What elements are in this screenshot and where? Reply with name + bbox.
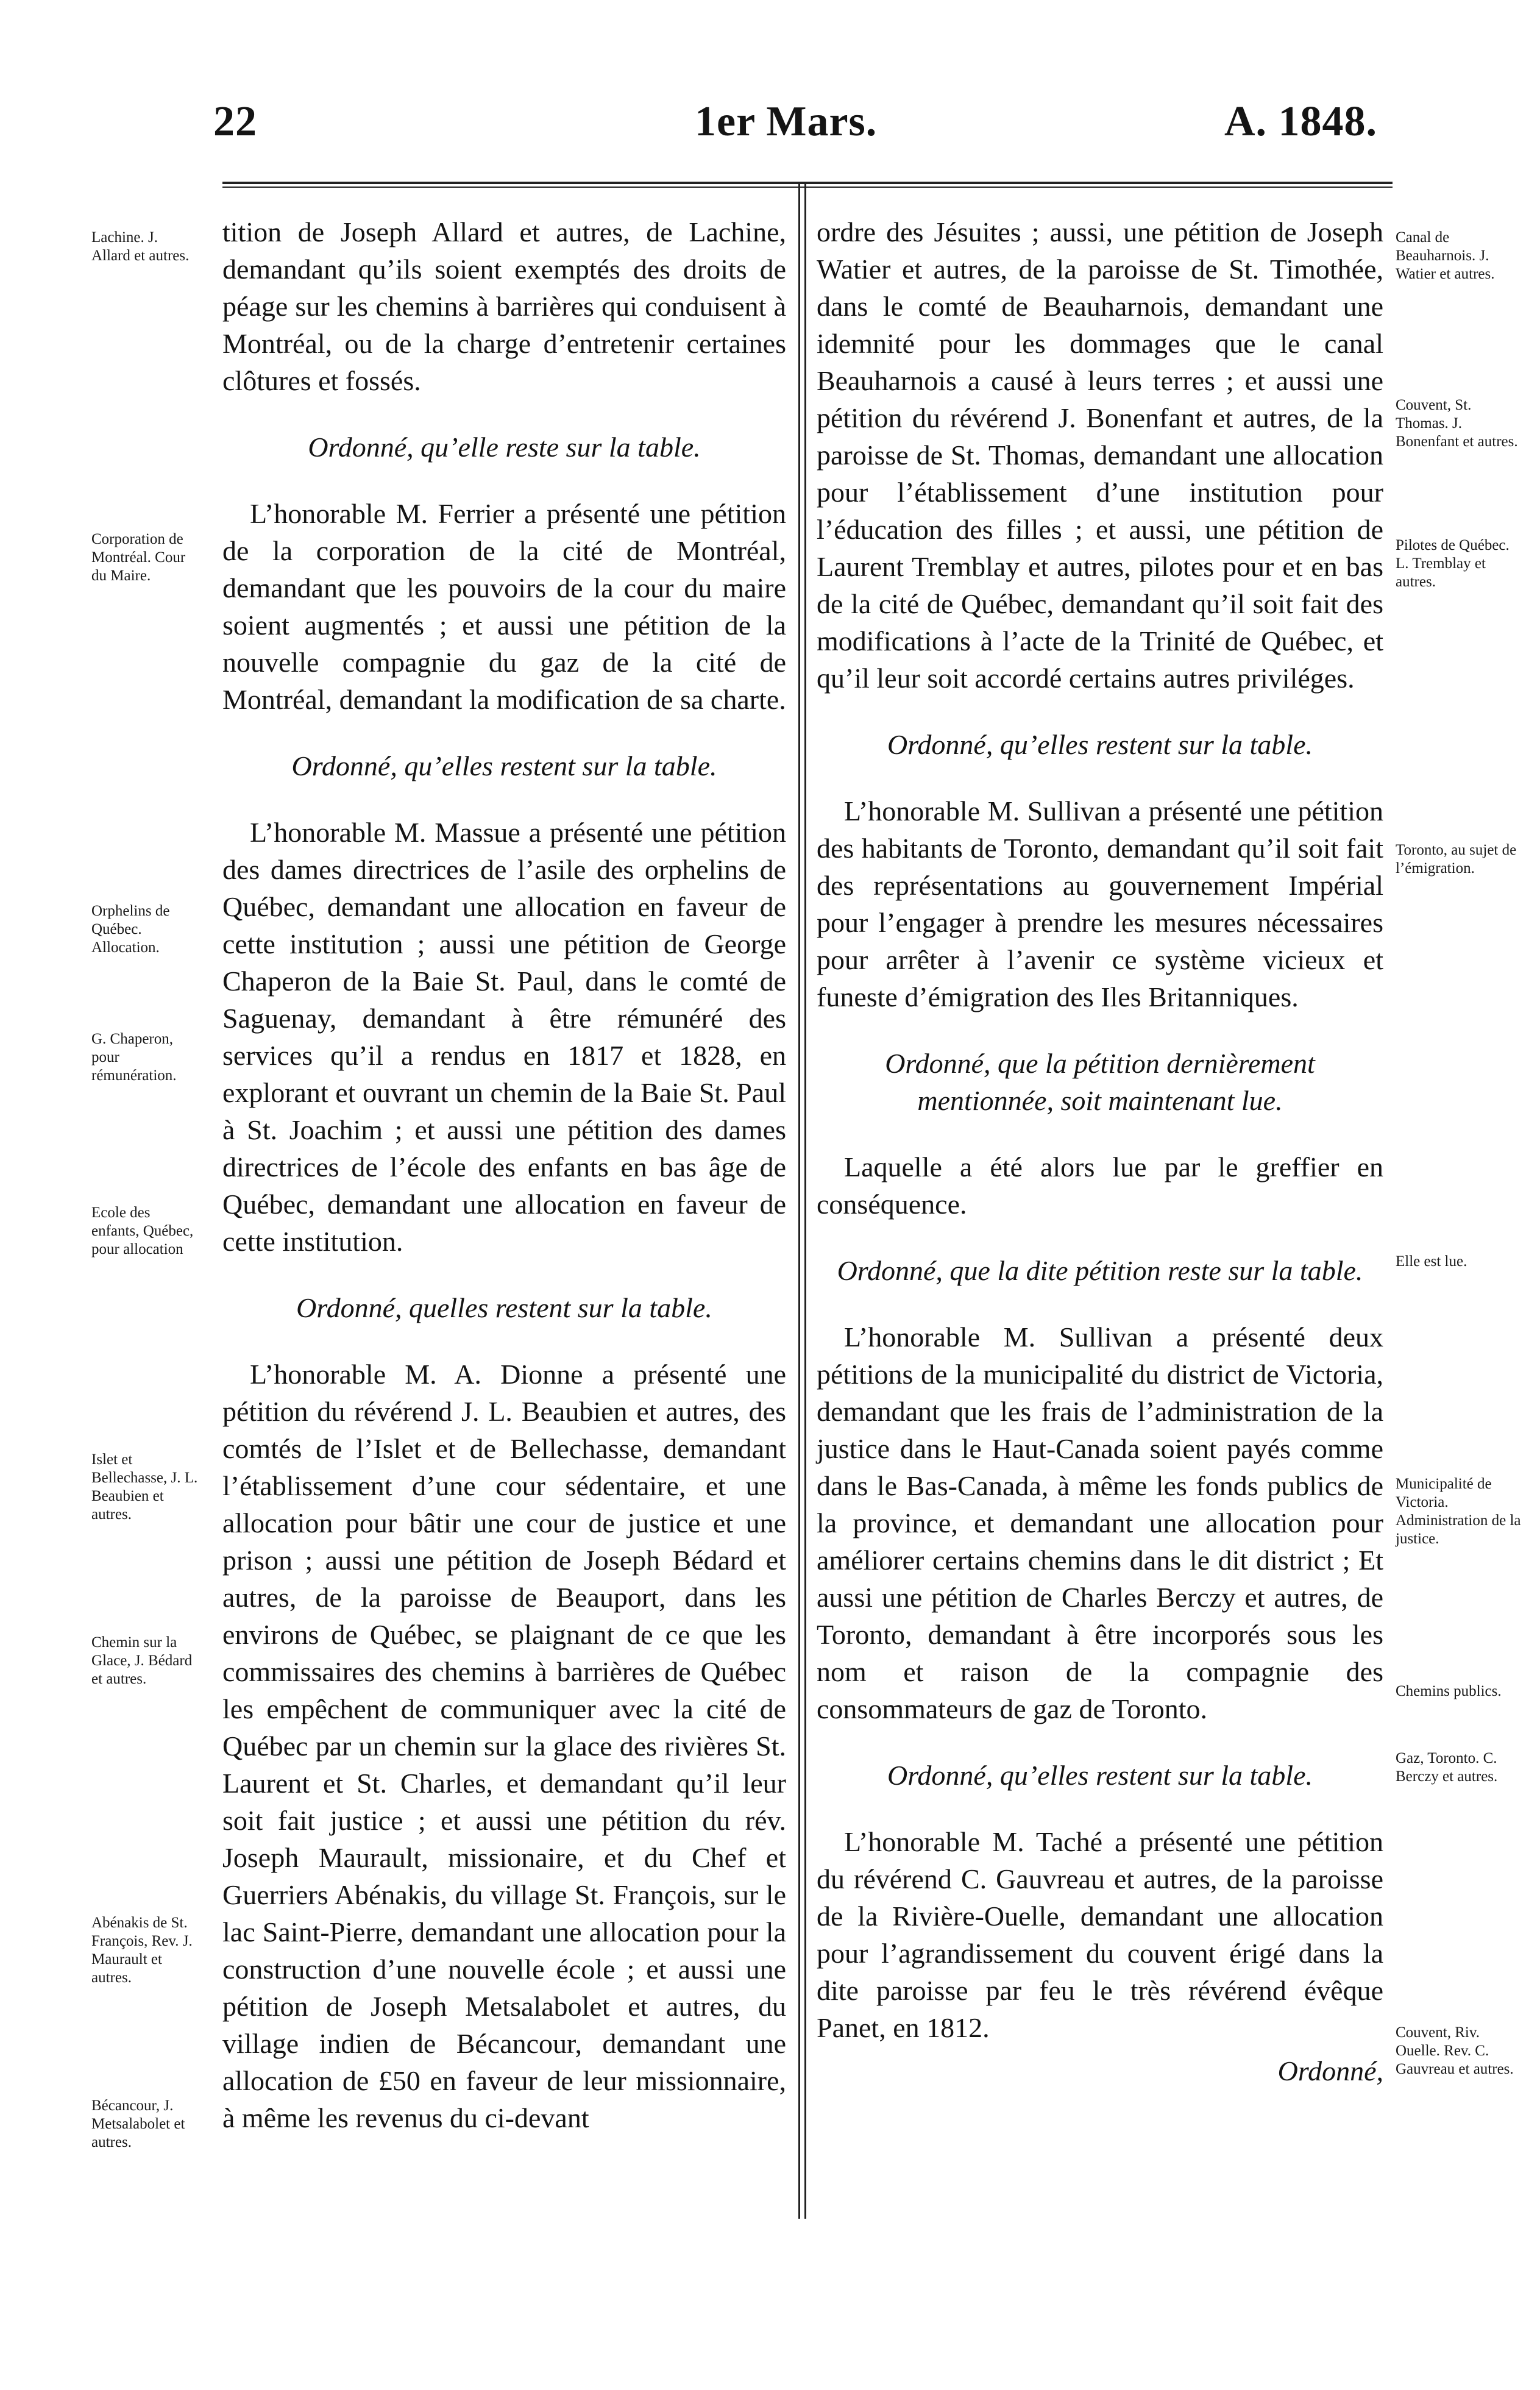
paragraph: tition de Joseph Allard et autres, de Lachine, demandant qu’ils soient exemptés des droits de péage sur les chemins à barrières qui conduisent à Montréal, ou de la charge d’entretenir certaines clôtures et fossés. [222, 216, 786, 396]
paragraph: ordre des Jésuites ; aussi, une pétition de Joseph Watier et autres, de la paroisse de St. Timothée, dans le comté de Beauharnois, demandant une idemnité pour les dommages que le canal Beauharnois a causé à leurs terres ; et aussi une pétition du révérend J. Bonenfant et autres, de la paroisse de St. Thomas, demandant une allocation pour l’établissement d’une institution pour l’éducation des filles ; et aussi, une pétition de Laurent Tremblay et autres, pilotes pour et en bas de la cité de Québec, demandant qu’il soit fait des modifications à l’acte de la Trinité de Québec, et qu’il leur soit accordé certains autres priviléges. [817, 216, 1383, 694]
order-line [817, 1757, 1383, 1794]
order-text: Ordonné, quelles restent sur la table. [296, 1292, 712, 1323]
paragraph: L’honorable M. Sullivan a présenté une pétition des habitants de Toronto, demandant qu’il soit fait des représentations au gouvernement Impérial pour l’engager à prendre les mesures nécessaires pour arrêter à l’avenir ce système vicieux et funeste d’émigration des Iles Britanniques. [817, 795, 1383, 1012]
order-text: Ordonné, qu’elle reste sur la table. [308, 432, 701, 463]
margin-note-right: Toronto, au sujet de l’émigration. [1396, 842, 1517, 877]
margin-note-left: Orphelins de Québec. Allocation. [91, 903, 170, 956]
running-header [213, 98, 1377, 146]
order-line [222, 429, 786, 466]
continuation-text: Ordonné, [1277, 2055, 1383, 2086]
page-date: 1er Mars. [695, 98, 878, 145]
paragraph: Laquelle a été alors lue par le greffier en conséquence. [817, 1151, 1383, 1220]
margin-note-right: Pilotes de Québec. L. Tremblay et autres. [1396, 537, 1510, 590]
margin-note-left: Chemin sur la Glace, J. Bédard et autres. [91, 1634, 193, 1687]
continuation-line [817, 2052, 1383, 2089]
order-text: Ordonné, qu’elles restent sur la table. [291, 750, 717, 781]
left-column [222, 213, 786, 2136]
margin-note-right: Canal de Beauharnois. J. Watier et autres. [1396, 229, 1495, 282]
margin-note-right: Couvent, Riv. Ouelle. Rev. C. Gauvreau et autres. [1396, 2024, 1514, 2077]
margin-note-right: Chemins publics. [1396, 1683, 1502, 1699]
order-text: Ordonné, que la pétition dernièrement mentionnée, soit maintenant lue. [885, 1048, 1315, 1116]
paragraph: L’honorable M. A. Dionne a présenté une pétition du révérend J. L. Beaubien et autres, des comtés de l’Islet et de Bellechasse, demandant l’établissement d’une cour sédentaire, et une allocation pour bâtir une cour de justice et une prison ; aussi une pétition de Joseph Bédard et autres, de la paroisse de Beauport, dans les environs de Québec, se plaignant de ce que les commissaires des chemins à barrières de Québec les empêchent de communiquer avec la cité de Québec par un chemin sur la glace des rivières St. Laurent et St. Charles, et demandant qu’il leur soit fait justice ; et aussi une pétition du rév. Joseph Maurault, missionaire, et du Chef et Guerriers Abénakis, du village St. François, sur le lac Saint-Pierre, demandant une allocation pour la construction d’une nouvelle école ; et aussi une pétition de Joseph Metsalabolet et autres, du village indien de Bécancour, demandant une allocation de £50 en faveur de leur missionnaire, à même les revenus du ci-devant [222, 1359, 786, 2133]
margin-note-right: Elle est lue. [1396, 1253, 1467, 1270]
margin-note-left: Ecole des enfants, Québec, pour allocation [91, 1204, 194, 1257]
order-line [817, 726, 1383, 763]
header-rule-secondary [222, 187, 1393, 188]
paragraph: L’honorable M. Massue a présenté une pétition des dames directrices de l’asile des orphelins de Québec, demandant une allocation en faveur de cette institution ; aussi une pétition de George Chaperon de la Baie St. Paul, dans le comté de Saguenay, demandant à être rémunéré des services qu’il a rendus en 1817 et 1828, en explorant et ouvrant un chemin de la Baie St. Paul à St. Joachim ; et aussi une pétition des dames directrices de l’école des enfants en bas âge de Québec, demandant une allocation en faveur de cette institution. [222, 817, 786, 1257]
margin-note-right: Couvent, St. Thomas. J. Bonenfant et autres. [1396, 397, 1518, 450]
order-line [817, 1252, 1383, 1289]
margin-note-right: Gaz, Toronto. C. Berczy et autres. [1396, 1750, 1498, 1785]
margin-note-left: G. Chaperon, pour rémunération. [91, 1031, 177, 1084]
paragraph: L’honorable M. Ferrier a présenté une pétition de la corporation de la cité de Montréal, demandant que les pouvoirs de la cour du maire soient augmentés ; et aussi une pétition de la nouvelle compagnie du gaz de la cité de Montréal, demandant la modification de sa charte. [222, 498, 786, 715]
order-text: Ordonné, que la dite pétition reste sur la table. [837, 1255, 1363, 1286]
order-line [222, 1289, 786, 1326]
column-divider [798, 183, 800, 2219]
page-number: 22 [213, 98, 257, 145]
margin-note-left: Lachine. J. Allard et autres. [91, 229, 190, 264]
margin-note-right: Municipalité de Victoria. Administration de la justice. [1396, 1476, 1521, 1547]
margin-note-left: Abénakis de St. François, Rev. J. Maurault et autres. [91, 1915, 193, 1986]
header-rule [222, 182, 1393, 184]
order-text: Ordonné, qu’elles restent sur la table. [887, 1760, 1313, 1791]
right-column [817, 213, 1383, 2118]
order-line [817, 1045, 1383, 1119]
column-divider-secondary [804, 183, 806, 2219]
margin-note-left: Bécancour, J. Metsalabolet et autres. [91, 2097, 185, 2150]
paragraph: L’honorable M. Sullivan a présenté deux pétitions de la municipalité du district de Victoria, demandant que les frais de l’administration de la justice dans le Haut-Canada soient payés comme dans le Bas-Canada, à même les fonds publics de la province, et demandant une allocation pour améliorer certains chemins dans le dit district ; Et aussi une pétition de Charles Berczy et autres, de Toronto, demandant à être incorporés sous les nom et raison de la compagnie des consommateurs de gaz de Toronto. [817, 1321, 1383, 1724]
order-line [222, 747, 786, 784]
page-year: A. 1848. [1224, 98, 1377, 145]
margin-note-left: Islet et Bellechasse, J. L. Beaubien et autres. [91, 1451, 198, 1523]
paragraph: L’honorable M. Taché a présenté une pétition du révérend C. Gauvreau et autres, de la paroisse de la Rivière-Ouelle, demandant une allocation pour l’agrandissement du couvent érigé dans la dite paroisse par feu le très révérend évêque Panet, en 1812. [817, 1826, 1383, 2043]
order-text: Ordonné, qu’elles restent sur la table. [887, 729, 1313, 760]
margin-note-left: Corporation de Montréal. Cour du Maire. [91, 531, 186, 584]
